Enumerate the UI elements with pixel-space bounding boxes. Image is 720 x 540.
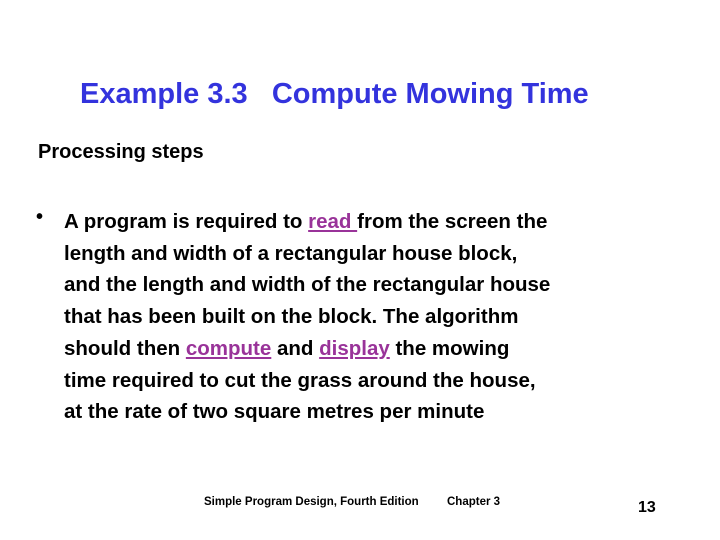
text: and — [271, 336, 320, 360]
text-line: length and width of a rectangular house block, — [64, 241, 518, 265]
section-heading: Processing steps — [38, 141, 204, 163]
text-line: time required to cut the grass around the house, — [64, 368, 536, 392]
text-line: at the rate of two square metres per minute — [64, 400, 485, 424]
text-line: and the length and width of the rectangular house — [64, 273, 551, 297]
slide-title: Example 3.3 Compute Mowing Time — [80, 78, 589, 110]
text: should then — [64, 336, 186, 360]
text: A program is required to — [64, 210, 309, 233]
text: from the screen the — [357, 210, 548, 233]
keyword-compute: compute — [185, 336, 272, 360]
bullet-icon: • — [36, 206, 44, 228]
footer-chapter: Chapter 3 — [447, 496, 501, 508]
keyword-read: read — [308, 210, 358, 233]
text: the mowing — [389, 336, 510, 360]
page-number: 13 — [638, 499, 656, 516]
keyword-display: display — [319, 336, 390, 360]
footer-book: Simple Program Design, Fourth Edition — [204, 496, 419, 508]
text-line: that has been built on the block. The algorithm — [64, 305, 519, 329]
bullet-text — [64, 206, 664, 428]
